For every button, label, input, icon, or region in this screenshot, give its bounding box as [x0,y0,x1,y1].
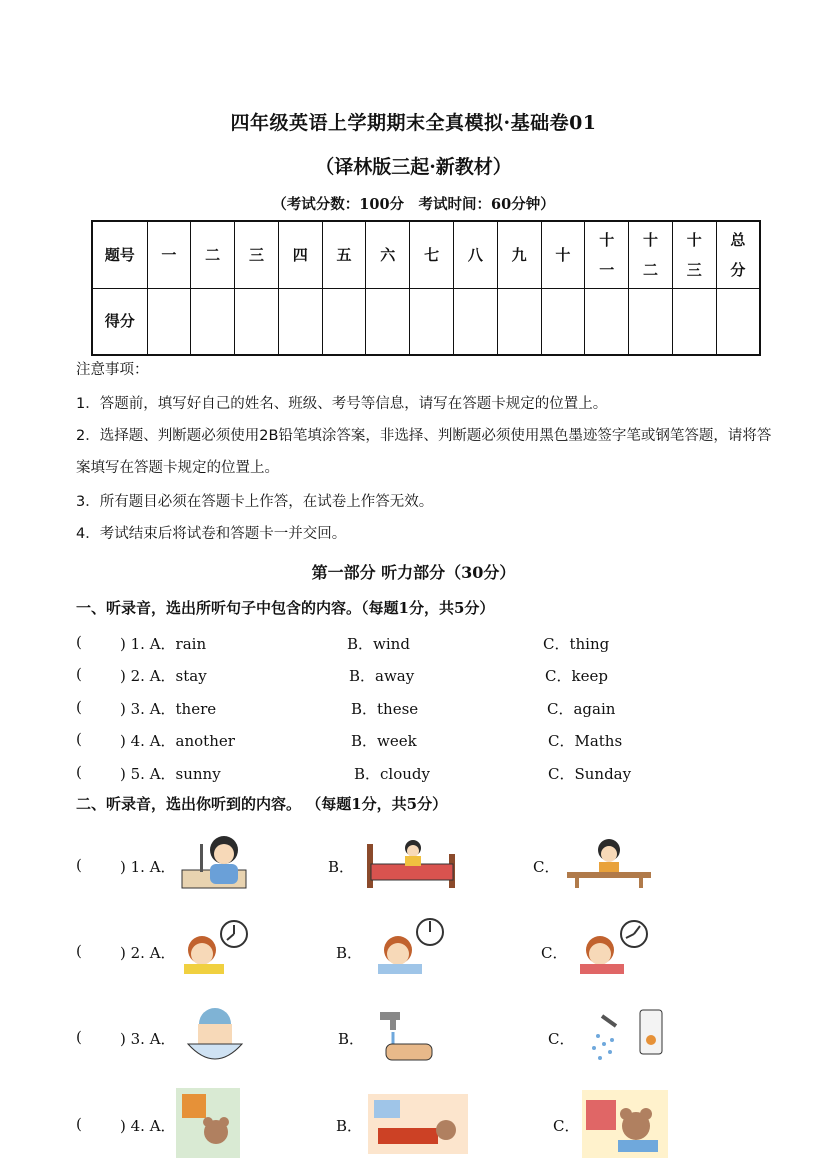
question-stem: ) 2. A． [120,944,176,962]
col-header: 九 [497,221,541,288]
picture-boy-clock-evening[interactable] [570,918,654,980]
question-stem: ) 4. A． [120,1117,176,1135]
option-b[interactable]: B．wind [347,635,410,653]
question-stem: ) 1. A．rain [120,635,207,653]
picture-girl-at-desk[interactable] [180,830,248,892]
picture-mouse-kitchen[interactable] [582,1090,668,1158]
option-c[interactable]: C．Maths [548,732,623,750]
picture-girl-in-bed[interactable] [363,834,459,892]
col-header: 四 [278,221,322,288]
picture-wash-face[interactable] [182,1004,248,1070]
score-table [91,220,761,356]
col-header-total: 总 分 [716,221,760,288]
col-header: 六 [366,221,410,288]
exam-info: （考试分数：100分 考试时间：60分钟） [272,196,555,213]
col-header-11: 十 一 [585,221,629,288]
option-c[interactable]: C． [533,858,560,876]
option-b[interactable]: B．away [349,667,415,685]
note-item: 2．选择题、判断题必须使用2B铅笔填涂答案，非选择、判断题必须使用黑色墨迹签字笔或钢笔答题，请将答案填写在答题卡规定的位置上。 [76,428,772,476]
question-stem: ) 1. A． [120,858,176,876]
col-header: 五 [322,221,366,288]
question-stem: ) 5. A．sunny [120,765,221,783]
option-b[interactable]: B．cloudy [354,765,430,783]
note-item: 3．所有题目必须在答题卡上作答，在试卷上作答无效。 [76,494,434,510]
option-c[interactable]: C． [548,1030,575,1048]
score-cell[interactable] [453,288,497,355]
score-cell[interactable] [235,288,279,355]
score-cell[interactable] [366,288,410,355]
note-item: 1．答题前，填写好自己的姓名、班级、考号等信息，请写在答题卡规定的位置上。 [76,396,608,412]
picture-girl-eating[interactable] [565,836,653,888]
score-cell[interactable] [629,288,673,355]
notes-heading: 注意事项： [76,362,149,378]
col-header-13: 十 三 [672,221,716,288]
option-c[interactable]: C．thing [543,635,610,653]
row-label-question: 题号 [92,221,147,288]
option-b[interactable]: B． [336,944,363,962]
picture-mouse-living-room[interactable] [368,1094,468,1154]
section-heading: 二、听录音，选出你听到的内容。 （每题1分，共5分） [76,795,448,813]
question-stem: ) 3. A．there [120,700,217,718]
picture-boy-clock-12[interactable] [368,916,448,980]
option-b[interactable]: B．week [351,732,417,750]
picture-shower[interactable] [582,1006,666,1072]
row-label-score: 得分 [92,288,147,355]
score-cell[interactable] [541,288,585,355]
score-cell[interactable] [191,288,235,355]
option-c[interactable]: C．Sunday [548,765,632,783]
col-header: 十 [541,221,585,288]
option-b[interactable]: B．these [351,700,419,718]
question-stem: ) 2. A．stay [120,667,207,685]
question-stem: ) 3. A． [120,1030,176,1048]
col-header-12: 十 二 [629,221,673,288]
document-title: 四年级英语上学期期末全真模拟·基础卷01 [230,112,597,134]
option-b[interactable]: B． [338,1030,365,1048]
score-cell[interactable] [410,288,454,355]
note-item: 4．考试结束后将试卷和答题卡一并交回。 [76,526,347,542]
col-header: 二 [191,221,235,288]
col-header: 三 [235,221,279,288]
part-title: 第一部分 听力部分（30分） [311,563,516,582]
score-cell[interactable] [278,288,322,355]
score-cell[interactable] [716,288,760,355]
document-subtitle: （译林版三起·新教材） [315,156,512,178]
section-heading: 一、听录音，选出所听句子中包含的内容。（每题1分，共5分） [76,599,495,617]
score-cell[interactable] [147,288,191,355]
score-cell[interactable] [585,288,629,355]
picture-boy-clock-7[interactable] [178,918,256,980]
picture-mouse-outside[interactable] [176,1088,240,1158]
option-c[interactable]: C． [553,1117,580,1135]
option-c[interactable]: C． [541,944,568,962]
score-cell[interactable] [322,288,366,355]
col-header: 七 [410,221,454,288]
col-header: 八 [453,221,497,288]
question-stem: ) 4. A．another [120,732,235,750]
col-header: 一 [147,221,191,288]
option-b[interactable]: B． [328,858,355,876]
picture-wash-hands[interactable] [376,1008,434,1070]
score-cell[interactable] [672,288,716,355]
option-b[interactable]: B． [336,1117,363,1135]
option-c[interactable]: C．again [547,700,616,718]
score-cell[interactable] [497,288,541,355]
option-c[interactable]: C．keep [545,667,608,685]
